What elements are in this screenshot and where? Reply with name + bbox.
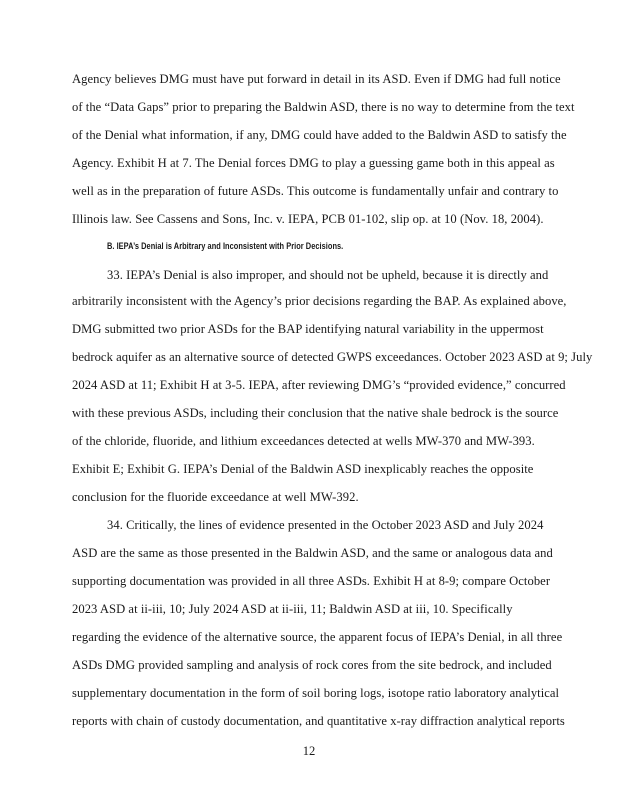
text-line: arbitrarily inconsistent with the Agency’s prior decisions regarding the BAP. As explained above, [72,294,567,308]
text-line: Exhibit E; Exhibit G. IEPA’s Denial of the Baldwin ASD inexplicably reaches the opposite [72,462,534,476]
text-line: ASDs DMG provided sampling and analysis of rock cores from the site bedrock, and included [72,658,552,672]
text-line: bedrock aquifer as an alternative source of detected GWPS exceedances. October 2023 ASD at 9; July [72,350,593,364]
text-line: supporting documentation was provided in all three ASDs. Exhibit H at 8-9; compare October [72,574,551,588]
text-line: well as in the preparation of future ASDs. This outcome is fundamentally unfair and contrary to [72,184,559,198]
text-line: ASD are the same as those presented in the Baldwin ASD, and the same or analogous data and [72,546,553,560]
paragraph-33-start: 33. IEPA’s Denial is also improper, and should not be upheld, because it is directly and [107,268,549,282]
text-line: Agency. Exhibit H at 7. The Denial forces DMG to play a guessing game both in this appeal as [72,156,555,170]
text-line: of the “Data Gaps” prior to preparing the Baldwin ASD, there is no way to determine from the text [72,100,575,114]
text-line: of the chloride, fluoride, and lithium exceedances detected at wells MW-370 and MW-393. [72,434,535,448]
text-line: with these previous ASDs, including their conclusion that the native shale bedrock is the source [72,406,559,420]
text-line: Illinois law. See Cassens and Sons, Inc. v. IEPA, PCB 01-102, slip op. at 10 (Nov. 18, 2004). [72,212,544,226]
text-line: reports with chain of custody documentation, and quantitative x-ray diffraction analytical reports [72,714,565,728]
text-line: conclusion for the fluoride exceedance at well MW-392. [72,490,359,504]
text-line: of the Denial what information, if any, DMG could have added to the Baldwin ASD to satisfy the [72,128,567,142]
text-line: 2024 ASD at 11; Exhibit H at 3-5. IEPA, after reviewing DMG’s “provided evidence,” concurred [72,378,566,392]
text-line: regarding the evidence of the alternative source, the apparent focus of IEPA’s Denial, in all three [72,630,563,644]
paragraph-34-start: 34. Critically, the lines of evidence presented in the October 2023 ASD and July 2024 [107,518,544,532]
text-line: Agency believes DMG must have put forward in detail in its ASD. Even if DMG had full notice [72,72,561,86]
page-number: 12 [302,744,316,758]
text-line: supplementary documentation in the form of soil boring logs, isotope ratio laboratory analytical [72,686,560,700]
text-line: DMG submitted two prior ASDs for the BAP identifying natural variability in the uppermost [72,322,544,336]
text-line: 2023 ASD at ii-iii, 10; July 2024 ASD at ii-iii, 11; Baldwin ASD at iii, 10. Specifically [72,602,513,616]
section-heading: B. IEPA’s Denial is Arbitrary and Inconsistent with Prior Decisions. [107,241,344,252]
